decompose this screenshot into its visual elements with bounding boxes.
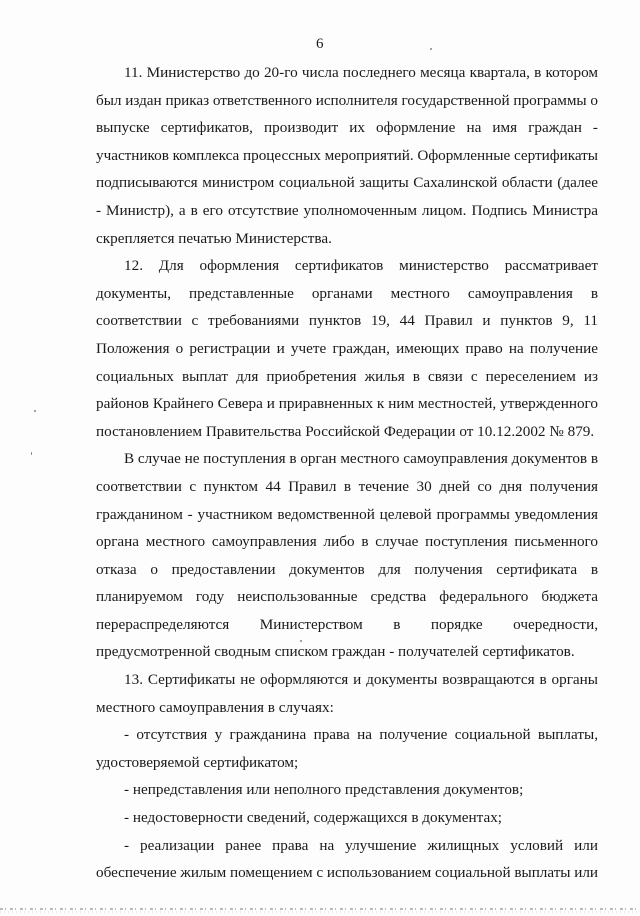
scan-edge-artifact xyxy=(0,906,640,914)
text-line: скрепляется печатью Министерства. xyxy=(96,229,332,247)
text-line: был издан приказ ответственного исполнителя государственной программы о xyxy=(96,91,598,109)
text-line: перераспределяются Министерством в порядке очередности, xyxy=(96,615,598,633)
text-line: документы, представленные органами местного самоуправления в xyxy=(96,284,598,302)
text-line: постановлением Правительства Российской Федерации от 10.12.2002 № 879. xyxy=(96,422,595,440)
scan-speck xyxy=(300,640,302,642)
text-line: участников комплекса процессных мероприятий. Оформленные сертификаты xyxy=(96,146,598,164)
text-line: - непредставления или неполного представления документов; xyxy=(124,781,524,799)
text-line: районов Крайнего Севера и приравненных к ним местностей, утвержденного xyxy=(96,395,598,413)
scan-speck xyxy=(31,452,32,455)
text-line: выпуске сертификатов, производит их оформление на имя граждан - xyxy=(96,119,598,137)
text-line: - недостоверности сведений, содержащихся в документах; xyxy=(124,809,503,827)
text-line: планируемом году неиспользованные средства федерального бюджета xyxy=(96,588,598,606)
text-line: подписываются министром социальной защиты Сахалинской области (далее xyxy=(96,174,598,192)
text-line: соответствии с пунктом 44 Правил в течение 30 дней со дня получения xyxy=(96,477,598,495)
text-line: обеспечение жилым помещением с использованием социальной выплаты или xyxy=(96,864,599,882)
text-line: Положения о регистрации и учете граждан, имеющих право на получение xyxy=(96,339,598,357)
text-line: предусмотренной сводным списком граждан - получателей сертификатов. xyxy=(96,643,575,661)
text-line: 12. Для оформления сертификатов министерство рассматривает xyxy=(124,257,598,275)
document-body xyxy=(96,59,598,887)
text-line: - отсутствия у гражданина права на получение социальной выплаты, xyxy=(124,726,598,744)
text-line: органа местного самоуправления либо в случае поступления письменного xyxy=(96,533,598,551)
text-line: 11. Министерство до 20-го числа последнего месяца квартала, в котором xyxy=(124,64,598,81)
text-line: соответствии с требованиями пунктов 19, 44 Правил и пунктов 9, 11 xyxy=(96,312,598,330)
text-line: - реализации ранее права на улучшение жилищных условий или xyxy=(124,836,598,854)
page-number: 6 xyxy=(316,36,324,52)
text-line: отказа о предоставлении документов для получения сертификата в xyxy=(96,560,598,578)
scan-speck xyxy=(34,410,36,412)
text-line: гражданином - участником ведомственной целевой программы уведомления xyxy=(96,505,598,523)
text-line: местного самоуправления в случаях: xyxy=(96,698,334,716)
text-line: 13. Сертификаты не оформляются и документы возвращаются в органы xyxy=(124,671,598,689)
text-line: социальных выплат для приобретения жилья в связи с переселением из xyxy=(96,367,598,385)
text-line: удостоверяемой сертификатом; xyxy=(96,753,299,771)
text-line: - Министр), а в его отсутствие уполномоченным лицом. Подпись Министра xyxy=(96,201,598,219)
text-line: В случае не поступления в орган местного самоуправления документов в xyxy=(124,450,599,468)
scan-speck xyxy=(430,48,432,50)
